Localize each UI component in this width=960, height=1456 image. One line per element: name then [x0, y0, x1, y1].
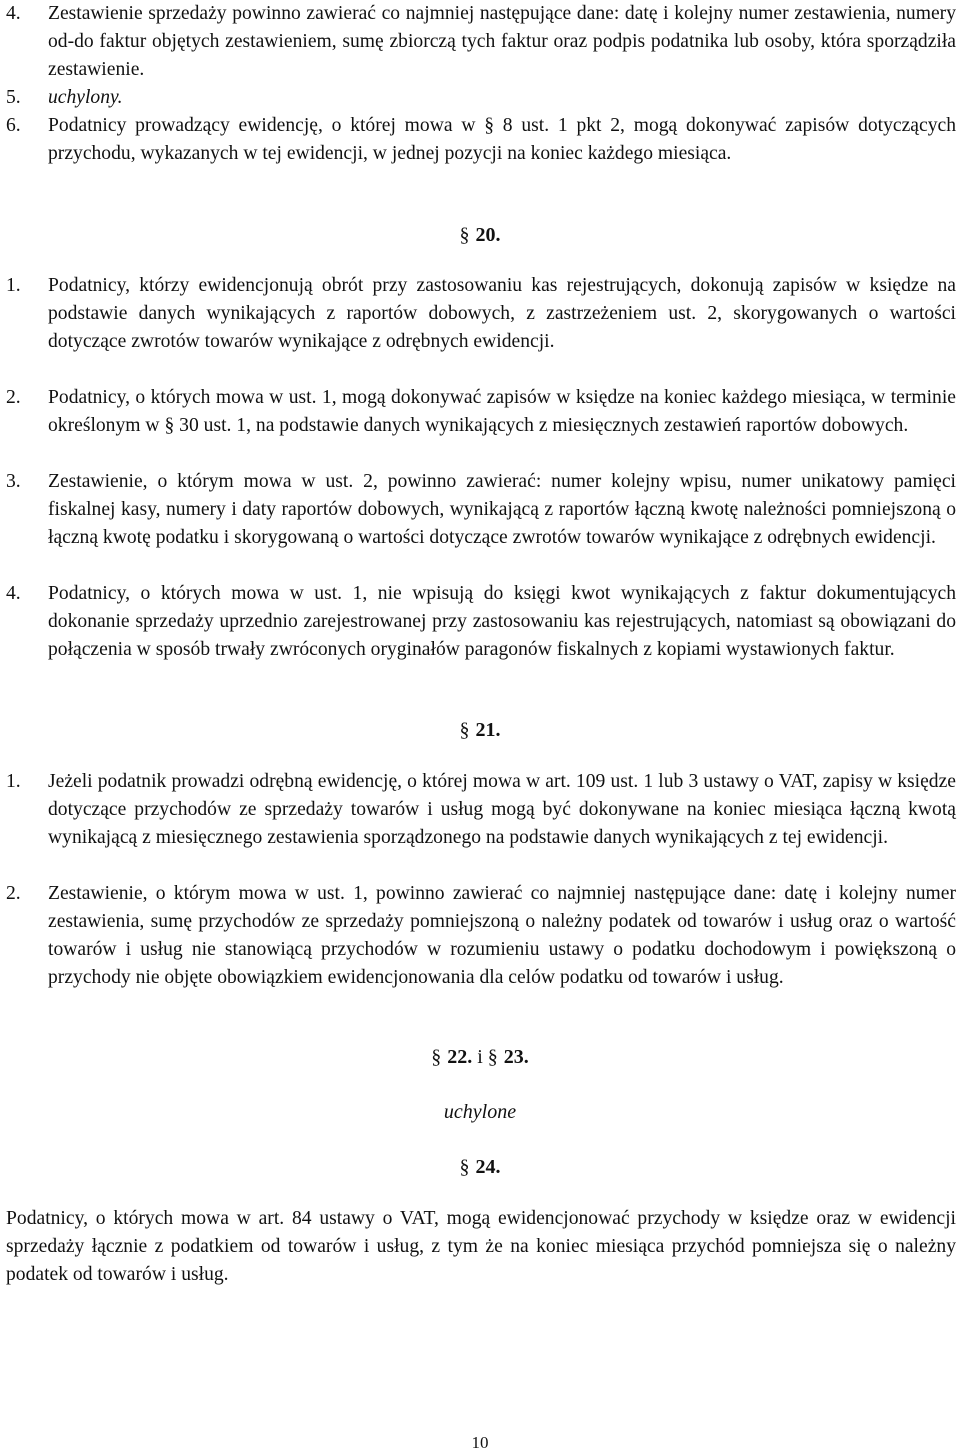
item-number: 5.	[6, 87, 21, 108]
section-conjunction: i	[477, 1046, 483, 1068]
item-text: Jeżeli podatnik prowadzi odrębną ewidencję, o której mowa w art. 109 ust. 1 lub 3 ustawy o VAT, zapisy w księdze dotyczące przychodów ze sprzedaży towarów i usług mogą być dokonywane na koniec miesiąca łączną kwotą wynikającą z miesięcznego zestawienia sporządzonego na podstawie danych wynikających z tej ewidencji.	[48, 771, 956, 848]
section-heading-20	[0, 221, 960, 249]
item-text: Podatnicy, o których mowa w ust. 1, mogą dokonywać zapisów w księdze na koniec każdego miesiąca, w terminie określonym w § 30 ust. 1, na podstawie danych wynikających z miesięcznych zestawień raportów dobowych.	[48, 387, 956, 436]
item-number: 2.	[6, 387, 21, 408]
list-item	[6, 84, 956, 112]
section-heading-24	[0, 1153, 960, 1181]
item-text: Podatnicy prowadzący ewidencję, o której mowa w § 8 ust. 1 pkt 2, mogą dokonywać zapisów dotyczących przychodu, wykazanych w tej ewidencji, w jednej pozycji na koniec każdego miesiąca.	[48, 115, 956, 164]
item-number: 1.	[6, 275, 21, 296]
section-sign: §	[459, 1156, 470, 1178]
item-number: 4.	[6, 583, 21, 604]
item-number: 4.	[6, 3, 21, 24]
list-item	[6, 112, 956, 168]
item-text: Podatnicy, o których mowa w ust. 1, nie wpisują do księgi kwot wynikających z faktur dokumentujących dokonanie sprzedaży uprzednio zarejestrowanej przy zastosowaniu kas rejestrujących, natomiast są obowiązani do połączenia w sposób trwały zwróconych oryginałów paragonów fiskalnych z kopiami wystawionych faktur.	[48, 583, 956, 660]
list-item	[6, 768, 956, 852]
section-number: 24.	[475, 1156, 501, 1178]
section-number: 22.	[447, 1046, 473, 1068]
item-number: 2.	[6, 883, 21, 904]
item-text: Zestawienie, o którym mowa w ust. 1, powinno zawierać co najmniej następujące dane: datę i kolejny numer zestawienia, sumę przychodów ze sprzedaży pomniejszoną o należny podatek od towarów i usług oraz o wartość towarów i usług nie stanowiącą przychodów w rozumieniu ustawy o podatku dochodowym i powiększoną o przychody nie objęte obowiązkiem ewidencjonowania dla celów podatku od towarów i usług.	[48, 883, 956, 988]
section-number: 21.	[475, 719, 501, 741]
paragraph: Podatnicy, o których mowa w art. 84 ustawy o VAT, mogą ewidencjonować przychody w księdze oraz w ewidencji sprzedaży łącznie z podatkiem od towarów i usług, z tym że na koniec miesiąca przychód pomniejsza się o należny podatek od towarów i usług.	[6, 1208, 956, 1285]
item-text: Podatnicy, którzy ewidencjonują obrót przy zastosowaniu kas rejestrujących, dokonują zapisów w księdze na podstawie danych wynikających z raportów dobowych, z zastrzeżeniem ust. 2, skorygowanych o wartości dotyczące zwrotów towarów wynikające z odrębnych ewidencji.	[48, 275, 956, 352]
section-sign: §	[459, 224, 470, 246]
list-item	[6, 580, 956, 664]
list-item	[6, 384, 956, 440]
item-number: 1.	[6, 771, 21, 792]
item-number: 3.	[6, 471, 21, 492]
list-item	[6, 880, 956, 992]
section-sign: §	[459, 719, 470, 741]
section-heading-21	[0, 716, 960, 744]
item-number: 6.	[6, 115, 21, 136]
list-item	[6, 272, 956, 356]
section-status: uchylone	[443, 1101, 517, 1123]
list-item	[6, 468, 956, 552]
page-number: 10	[471, 1433, 489, 1452]
section-sign: §	[431, 1046, 442, 1068]
section-heading-22-23	[0, 1043, 960, 1071]
list-item	[6, 0, 956, 84]
section-number: 23.	[503, 1046, 529, 1068]
section-sign: §	[487, 1046, 498, 1068]
item-text: uchylony.	[48, 87, 123, 108]
item-text: Zestawienie, o którym mowa w ust. 2, powinno zawierać: numer kolejny wpisu, numer unikatowy pamięci fiskalnej kasy, numery i daty raportów dobowych, wynikającą z raportów łączną kwotę należności pomniejszoną o łączną kwotę podatku i skorygowaną o wartości dotyczące zwrotów towarów wynikające z odrębnych ewidencji.	[48, 471, 956, 548]
section-number: 20.	[475, 224, 501, 246]
item-text: Zestawienie sprzedaży powinno zawierać co najmniej następujące dane: datę i kolejny numer zestawienia, numery od-do faktur objętych zestawieniem, sumę zbiorczą tych faktur oraz podpis podatnika lub osoby, która sporządziła zestawienie.	[48, 3, 956, 80]
